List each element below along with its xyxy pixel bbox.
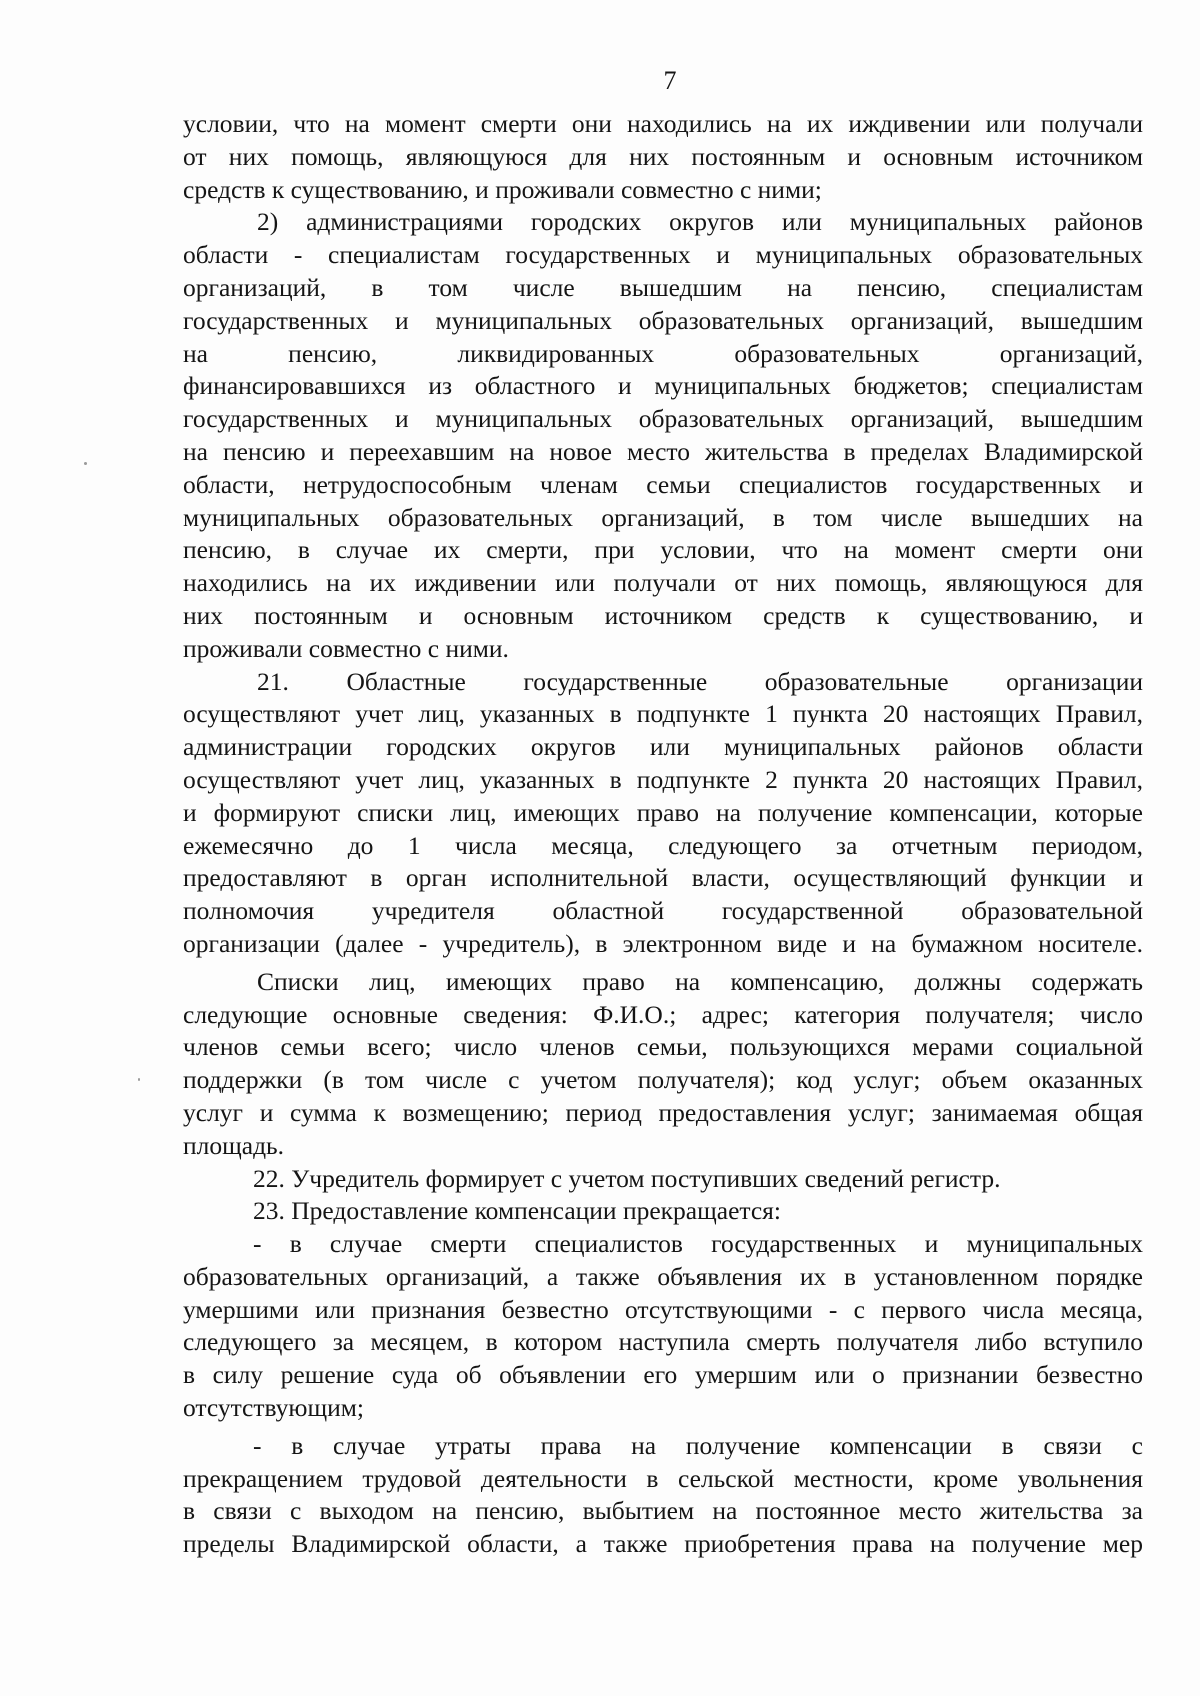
- text-line: осуществляют учет лиц, указанных в подпункте 1 пункта 20 настоящих Правил,: [183, 699, 1143, 729]
- text-line: 2) администрациями городских округов или муниципальных районов: [257, 207, 1143, 237]
- text-line: государственных и муниципальных образовательных организаций, вышедшим: [183, 305, 1143, 335]
- text-line: ежемесячно до 1 числа месяца, следующего за отчетным периодом,: [183, 830, 1143, 860]
- text-line: Списки лиц, имеющих право на компенсацию, должны содержать: [257, 966, 1143, 996]
- text-line: пенсию, в случае их смерти, при условии, что на момент смерти они: [183, 535, 1143, 565]
- text-line: 22. Учредитель формирует с учетом поступивших сведений регистр.: [253, 1163, 1001, 1193]
- document-body: [183, 108, 1143, 1561]
- text-line: средств к существованию, и проживали совместно с ними;: [183, 174, 822, 204]
- text-line: на пенсию, ликвидированных образовательных организаций,: [183, 338, 1143, 368]
- scan-speck: [138, 1078, 140, 1081]
- text-line: 21. Областные государственные образовательные организации: [257, 666, 1143, 696]
- text-line: 23. Предоставление компенсации прекращается:: [253, 1196, 781, 1226]
- text-line: государственных и муниципальных образовательных организаций, вышедшим: [183, 404, 1143, 434]
- text-line: пределы Владимирской области, а также приобретения права на получение мер: [183, 1529, 1143, 1559]
- text-line: в силу решение суда об объявлении его умершим или о признании безвестно: [183, 1360, 1143, 1390]
- text-line: - в случае смерти специалистов государственных и муниципальных: [253, 1229, 1143, 1259]
- text-line: прекращением трудовой деятельности в сельской местности, кроме увольнения: [183, 1463, 1143, 1493]
- text-line: полномочия учредителя областной государственной образовательной: [183, 896, 1143, 926]
- text-line: образовательных организаций, а также объявления их в установленном порядке: [183, 1261, 1143, 1291]
- text-line: следующего за месяцем, в котором наступила смерть получателя либо вступило: [183, 1327, 1143, 1357]
- text-line: предоставляют в орган исполнительной власти, осуществляющий функции и: [183, 863, 1143, 893]
- text-line: и формируют списки лиц, имеющих право на получение компенсации, которые: [183, 797, 1143, 827]
- text-line: проживали совместно с ними.: [183, 633, 509, 663]
- text-line: услуг и сумма к возмещению; период предоставления услуг; занимаемая общая: [183, 1097, 1143, 1127]
- text-line: осуществляют учет лиц, указанных в подпункте 2 пункта 20 настоящих Правил,: [183, 764, 1143, 794]
- text-line: умершими или признания безвестно отсутствующими - с первого числа месяца,: [183, 1294, 1143, 1324]
- text-line: - в случае утраты права на получение компенсации в связи с: [253, 1430, 1143, 1460]
- text-line: на пенсию и переехавшим на новое место жительства в пределах Владимирской: [183, 436, 1143, 466]
- text-line: членов семьи всего; число членов семьи, пользующихся мерами социальной: [183, 1032, 1143, 1062]
- text-line: находились на их иждивении или получали от них помощь, являющуюся для: [183, 568, 1143, 598]
- scan-speck: [84, 462, 87, 465]
- page-number: 7: [663, 66, 677, 95]
- text-line: условии, что на момент смерти они находились на их иждивении или получали: [183, 109, 1143, 138]
- text-line: организации (далее - учредитель), в электронном виде и на бумажном носителе.: [183, 928, 1143, 958]
- text-line: отсутствующим;: [183, 1393, 364, 1423]
- text-line: площадь.: [183, 1130, 285, 1160]
- text-line: в связи с выходом на пенсию, выбытием на постоянное место жительства за: [183, 1496, 1143, 1526]
- text-line: области, нетрудоспособным членам семьи специалистов государственных и: [183, 469, 1143, 499]
- text-line: администрации городских округов или муниципальных районов области: [183, 732, 1143, 762]
- text-line: финансировавшихся из областного и муниципальных бюджетов; специалистам: [183, 371, 1143, 401]
- text-line: организаций, в том числе вышедшим на пенсию, специалистам: [183, 272, 1143, 302]
- text-line: от них помощь, являющуюся для них постоянным и основным источником: [183, 141, 1143, 171]
- text-line: них постоянным и основным источником средств к существованию, и: [183, 600, 1143, 630]
- text-line: следующие основные сведения: Ф.И.О.; адрес; категория получателя; число: [183, 999, 1143, 1029]
- text-line: поддержки (в том числе с учетом получателя); код услуг; объем оказанных: [183, 1065, 1143, 1095]
- text-line: области - специалистам государственных и муниципальных образовательных: [183, 240, 1143, 270]
- text-line: муниципальных образовательных организаций, в том числе вышедших на: [183, 502, 1143, 532]
